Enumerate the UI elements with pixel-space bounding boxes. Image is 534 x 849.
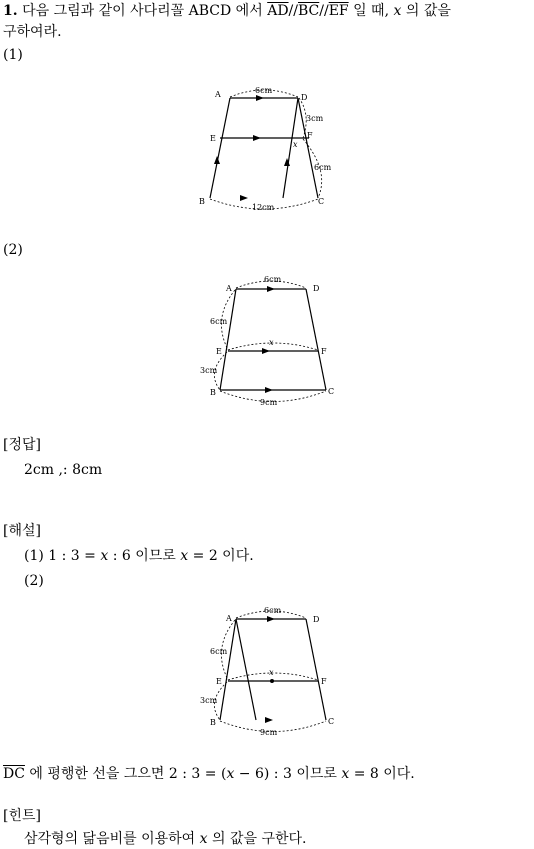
segment-bc: $\overline{BC}$ — [297, 3, 320, 19]
vertex-e: E — [216, 347, 222, 356]
parallel-arrow — [240, 195, 248, 201]
variable-x: x — [100, 548, 109, 564]
vertex-d: D — [301, 93, 308, 102]
parallel-sign: // — [288, 3, 298, 19]
auxiliary-line — [236, 619, 256, 720]
vertex-a: A — [226, 284, 232, 293]
variable-x: x — [293, 140, 298, 149]
vertex-c: C — [318, 197, 325, 206]
variable-x: x — [269, 338, 274, 347]
side-ab — [210, 98, 230, 198]
problem-stem-text: 의 값을 — [405, 3, 451, 19]
length-label: 9cm — [260, 398, 278, 407]
length-label: 6cm — [314, 163, 332, 172]
parallel-arrow — [262, 348, 270, 354]
vertex-a: A — [226, 614, 232, 623]
vertex-b: B — [210, 718, 216, 727]
parallel-arrow — [267, 286, 275, 292]
hint-text-part: 의 값을 구한다. — [212, 831, 307, 847]
variable-x: x — [341, 766, 350, 782]
hint-header: [힌트] — [3, 808, 41, 824]
vertex-c: C — [328, 717, 335, 726]
problem-stem-line2: 구하여라. — [3, 24, 62, 40]
parallel-arrow — [265, 387, 273, 393]
problem-stem-text: 다음 그림과 같이 사다리꼴 ABCD 에서 — [22, 3, 263, 19]
length-label: 6cm — [210, 317, 228, 326]
length-label: 6cm — [255, 86, 273, 95]
variable-x: x — [226, 766, 235, 782]
part1-label: (1) — [3, 47, 23, 63]
vertex-f: F — [321, 347, 327, 356]
side-dc — [306, 619, 326, 720]
vertex-e: E — [210, 134, 216, 143]
segment-dc: $\overline{DC}$ — [3, 766, 25, 782]
solution-line2: (2) — [24, 573, 44, 589]
length-label: 6cm — [264, 606, 282, 615]
problem-stem-text: 일 때, — [353, 3, 390, 19]
vertex-e: E — [216, 677, 222, 686]
vertex-d: D — [313, 284, 320, 293]
answer-header: [정답] — [3, 437, 41, 453]
parallel-arrow — [265, 717, 273, 723]
length-label: 6cm — [264, 275, 282, 284]
side-ab — [220, 289, 236, 390]
parallel-arrow — [256, 95, 264, 101]
vertex-b: B — [199, 197, 205, 206]
length-label: 6cm — [210, 647, 228, 656]
solution-text: (1) 1 : 3 = — [24, 548, 96, 564]
side-ab — [220, 619, 236, 720]
figure-part1 — [0, 85, 534, 215]
parallel-arrow — [214, 156, 220, 164]
side-dc — [298, 98, 318, 198]
variable-x: x — [199, 831, 208, 847]
length-label: 3cm — [200, 696, 218, 705]
segment-ad: $\overline{AD}$ — [267, 3, 289, 19]
hint-text-part: 삼각형의 닮음비를 이용하여 — [24, 831, 196, 847]
vertex-f: F — [307, 131, 313, 140]
parallel-sign: // — [319, 3, 329, 19]
length-label: 3cm — [306, 114, 324, 123]
solution-header: [해설] — [3, 523, 41, 539]
solution-text: : 6 이므로 — [112, 548, 176, 564]
solution-text: = 2 이다. — [192, 548, 254, 564]
figure-solution — [0, 606, 534, 740]
solution-line3 — [3, 765, 415, 783]
length-label: 3cm — [200, 366, 218, 375]
length-label: 9cm — [260, 728, 278, 737]
vertex-b: B — [210, 388, 216, 397]
answer-value: 2cm ,: 8cm — [24, 462, 103, 478]
vertex-f: F — [321, 677, 327, 686]
part2-label: (2) — [3, 242, 23, 258]
problem-number: 1. — [3, 3, 18, 19]
solution-text: = 8 이다. — [353, 766, 415, 782]
parallel-arrow — [253, 135, 261, 141]
vertex-a: A — [215, 90, 221, 99]
segment-ef: $\overline{EF}$ — [328, 3, 349, 19]
variable-x: x — [393, 3, 402, 19]
parallel-arrow — [267, 616, 275, 622]
variable-x: x — [180, 548, 189, 564]
length-label: 12cm — [252, 203, 275, 212]
vertex-c: C — [328, 387, 335, 396]
side-dc — [306, 289, 326, 390]
solution-text: − 6) : 3 이므로 — [238, 766, 337, 782]
figure-part2 — [0, 275, 534, 408]
solution-text: 에 평행한 선을 그으면 2 : 3 = ( — [29, 766, 227, 782]
variable-x: x — [269, 668, 274, 677]
hint-text — [24, 830, 307, 848]
solution-line1 — [24, 547, 254, 565]
problem-stem — [3, 2, 451, 20]
segment-midpoint — [270, 679, 274, 683]
vertex-d: D — [313, 615, 320, 624]
